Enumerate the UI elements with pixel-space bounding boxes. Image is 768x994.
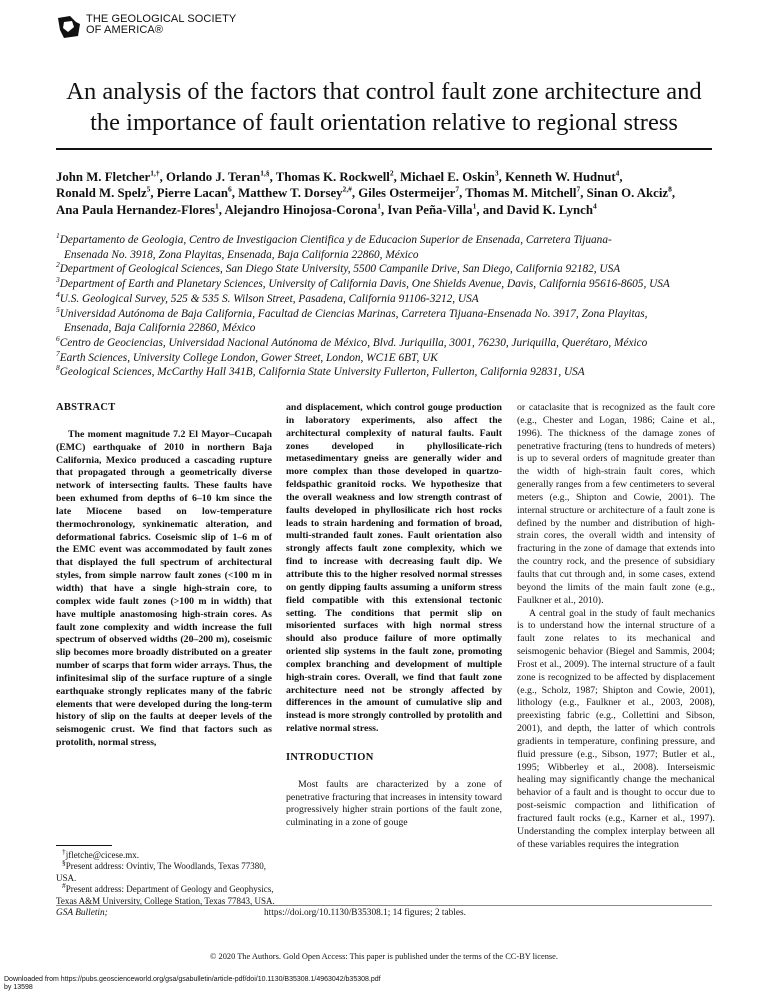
download-url[interactable]: Downloaded from https://pubs.geoscienceworld.org/gsa/gsabulletin/article-pdf/doi/10.1130/B35308.1/4963042/b35308.pdf (4, 976, 381, 983)
publisher-logo (56, 14, 236, 40)
footnote-present-address-1: §Present address: Ovintiv, The Woodlands, Texas 77380, USA. (56, 858, 267, 883)
affiliation-5-line-2: Ensenada, Baja California 22860, México (64, 322, 256, 335)
doi-link[interactable]: https://doi.org/10.1130/B35308.1; 14 figures; 2 tables. (264, 908, 466, 918)
affiliation-1-line-2: Ensenada No. 3918, Zona Playitas, Ensenada, Baja California 22860, México (64, 248, 419, 261)
abstract-text-continued: and displacement, which control gouge production in laboratory experiments, also affect the architectural complexity of natural faults. Fault zones developed in phyllosilicate-rich metasedimentary gneiss are generally wider and more complex than those developed in quartzo-feldspathic granitoid rocks. We hypothesize that the overall weakness and low strength contrast of faults developed in phyllosilicate rich host rocks leads to strain hardening and formation of broad, multi-stranded fault zones. Fault orientation also strongly affects fault zone complexity, which we find to increase with decreasing fault dip. We attribute this to the higher resolved normal stresses on gently dipping faults assuming a uniform stress field compatible with this extensional tectonic setting. The conditions that permit slip on misoriented surfaces with high normal stress should also produce failure of more optimally oriented slip systems in the fault zone, promoting complex branching and development of multiple high-strain cores. Overall, we find that fault zone architecture need not be strongly affected by differences in the amount of cumulative slip and instead is more strongly controlled by protolith and relative normal stress. (286, 402, 502, 735)
affiliation-3: $^3$Department of Earth and Planetary Sciences, University of California Davis, One Shields Avenue, Davis, California 95616-8605, USA (56, 275, 670, 291)
introduction-paragraph-2: A central goal in the study of fault mechanics is to understand how the internal structure of a fault zone relates to its mechanical and seismogenic behavior (Biegel and Sammis, 2004; Frost et al., 2009). The internal structure of a fault zone is recognized to be affected by displacement (e.g., Scholz, 1987; Shipton and Cowie, 2001), lithology (e.g., Faulkner et al., 2003, 2008), preexisting fabric (e.g., Collettini and Sibson, 2001), and depth, the latter of which controls gradients in temperature, confining pressure, and fluid pressure (e.g., Sibson, 1977; Butler et al., 1995; Wibberley et al., 2008). Interseismic healing may significantly change the mechanical behavior of a fault and is thought to occur due to post-seismic compaction and lithification of fractured fault rocks (e.g., Karner et al., 1997). Understanding the complex interplay between all of these variables requires the integration (517, 607, 715, 850)
journal-name: GSA Bulletin; (56, 908, 108, 918)
paper-title (56, 76, 712, 138)
title-line-1: An analysis of the factors that control fault zone architecture and (66, 78, 702, 105)
license-notice: © 2020 The Authors. Gold Open Access: This paper is published under the terms of the CC-BY license. (210, 952, 558, 961)
author-list (56, 169, 716, 218)
affiliation-4: $^4$U.S. Geological Survey, 525 & 535 S. Wilson Street, Pasadena, California 91106-3212, USA (56, 290, 479, 305)
affiliation-6: $^6$Centro de Geociencias, Universidad Nacional Autónoma de México, Blvd. Juriquilla, 3001, 76230, Juriquilla, Querétaro, México (56, 334, 648, 349)
introduction-paragraph-1-continued: or cataclasite that is recognized as the fault core (e.g., Chester and Logan, 1986; Caine et al., 1996). The thickness of the damage zones of penetrative fracturing (tens to hundreds of meters) is up to several orders of magnitude greater than the width of high-strain fault cores, which generally ranges from a few centimeters to several meters (e.g., Shipton and Cowie, 2001). The internal structure or architecture of a fault zone is defined by the number and distribution of high-strain cores, the overall width and intensity of fracturing in the zone of damage that extends into the country rock, and the presence of subsidiary faults that cut through and, in some cases, extend beyond the limits of the main fault zone (e.g., Faulkner et al., 2010). (517, 402, 715, 606)
gsa-globe-icon (56, 14, 82, 40)
footnote-present-address-2: #Present address: Department of Geology and Geophysics, Texas A&M University, College Station, Texas 77843, USA. (56, 881, 275, 906)
abstract-heading: ABSTRACT (56, 402, 116, 413)
author-line-2: Ronald M. Spelz$^5$, Pierre Lacan$^6$, Matthew T. Dorsey$^{2,\#}$, Giles Ostermeijer$^7$, Thomas M. Mitchell$^7$, Sinan O. Akciz$^8$, (56, 185, 676, 201)
publisher-name (86, 14, 236, 36)
footnote-rule (56, 845, 112, 846)
publisher-line-2: OF AMERICA® (86, 24, 164, 36)
footer-rule (56, 905, 712, 906)
column-3 (517, 402, 715, 852)
introduction-heading: INTRODUCTION (286, 751, 374, 763)
download-id: by 13598 (4, 984, 33, 991)
author-line-3: Ana Paula Hernandez-Flores$^1$, Alejandro Hinojosa-Corona$^1$, Ivan Peña-Villa$^1$, and David K. Lynch$^4$ (56, 201, 597, 217)
download-notice (4, 976, 381, 992)
title-rule (56, 148, 712, 150)
footnotes (56, 847, 276, 907)
column-2 (286, 402, 502, 830)
column-1 (56, 402, 272, 750)
footnote-email: †jfletche@cicese.mx. (62, 847, 140, 860)
publisher-line-1: THE GEOLOGICAL SOCIETY (86, 13, 237, 25)
affiliation-2: $^2$Department of Geological Sciences, San Diego State University, 5500 Campanile Drive, San Diego, California 92182, USA (56, 260, 621, 276)
title-line-2: the importance of fault orientation relative to regional stress (90, 109, 678, 136)
author-line-1: John M. Fletcher$^{1,\dagger}$, Orlando J. Teran$^{1,\S}$, Thomas K. Rockwell$^2$, Michael E. Oskin$^3$, Kenneth W. Hudnut$^4$, (56, 168, 623, 184)
affiliation-7: $^7$Earth Sciences, University College London, Gower Street, London, WC1E 6BT, UK (56, 348, 438, 364)
affiliation-1-line-1: $^1$Departamento de Geologia, Centro de Investigacion Cientifica y de Educacion Superior de Ensenada, Carretera Tijuana- (56, 231, 612, 246)
introduction-paragraph-1: Most faults are characterized by a zone of penetrative fracturing that increases in intensity toward progressively higher strain portions of the fault zone, culminating in a zone of gouge (286, 778, 502, 829)
affiliations (56, 233, 726, 380)
affiliation-8: $^8$Geological Sciences, McCarthy Hall 341B, California State University Fullerton, Fullerton, California 92831, USA (56, 363, 585, 379)
affiliation-1 (56, 233, 726, 262)
affiliation-5-line-1: $^5$Universidad Autónoma de Baja California, Facultad de Ciencias Marinas, Carretera Tijuana-Ensenada No. 3917, Zona Playitas, (56, 304, 648, 320)
affiliation-5 (56, 304, 726, 336)
abstract-text: The moment magnitude 7.2 El Mayor–Cucapah (EMC) earthquake of 2010 in northern Baja California, Mexico produced a cascading rupture that propagated through a geometrically diverse network of intersecting faults. These faults have been exhumed from depths of 6–10 km since the late Miocene based on low-temperature thermochronology, synkinematic alteration, and deformational fabrics. Coseismic slip of 1–6 m of the EMC event was accommodated by fault zones that displayed the full spectrum of architectural styles, from simple narrow fault zones (<100 m in width) that have a single high-strain core, to complex wide fault zones (>100 m in width) that have multiple anastomosing high-strain cores. As fault zone complexity and width increase the full spectrum of observed widths (20–200 m), coseismic slip becomes more broadly distributed on a greater number of scarps that form wider arrays. Thus, the infinitesimal slip of the surface rupture of a single earthquake strongly replicates many of the fabric elements that were developed during the long-term history of slip on the faults at deeper levels of the seismogenic crust. We find that factors such as protolith, normal stress, (56, 428, 272, 749)
